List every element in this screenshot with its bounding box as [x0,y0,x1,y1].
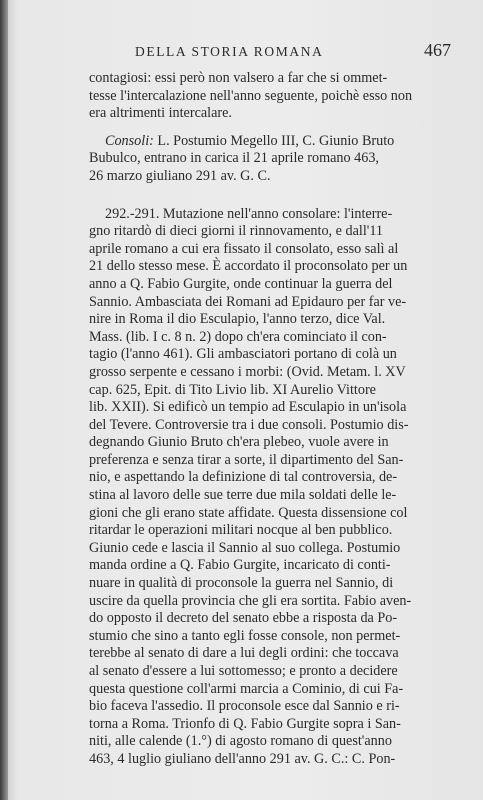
text-line: do opposto il decreto del senato ebbe a risposta da Po- [89,610,398,627]
text-line: 463, 4 luglio giuliano dell'anno 291 av. G. C.: C. Pon- [89,750,396,767]
text-line: 26 marzo giuliano 291 av. G. C. [89,167,271,184]
text-line: lib. XXII). Si edificò un tempio ad Esculapio in un'isola [89,399,407,416]
consoli-label: Consoli: [105,132,154,149]
text-line: Bubulco, entrano in carica il 21 aprile romano 463, [89,150,379,167]
text-line: cap. 625, Epit. di Tito Livio lib. XI Aurelio Vittore [89,381,376,398]
text-line: gno ritardò di dieci giorni il rinnovamento, e dall'11 [89,223,383,240]
paragraph-contagiosi [89,70,447,123]
text-line: nuare in qualità di proconsole la guerra nel Sannio, di [89,575,394,592]
page-header [89,40,451,62]
consoli-first-line-text: L. Postumio Megello III, C. Giunio Bruto [153,132,395,149]
text-line: nire in Roma il dio Esculapio, l'anno terzo, dice Val. [89,311,386,328]
events-first-line: 292.-291. Mutazione nell'anno consolare: l'interre- [105,205,393,222]
text-line: Sannio. Ambasciata dei Romani ad Epidauro per far ve- [89,293,407,310]
text-line: Giunio cede e lascia il Sannio al suo collega. Postumio [89,539,401,556]
text-line: contagiosi: essi però non valsero a far che si ommet- [89,70,388,86]
text-line: al senato d'essere a lui sottomesso; e pronto a decidere [89,663,398,679]
text-line: terebbe al senato di dare a lui degli ordini: che toccava [89,645,399,662]
text-line: nio, e aspettando la definizione di tal controversia, de- [89,469,398,486]
text-line: del Tevere. Controversie tra i due consoli. Postumio dis- [89,416,409,433]
text-line: tagio (l'anno 461). Gli ambasciatori portano di colà un [89,346,397,363]
text-line: manda ordine a Q. Fabio Gurgite, incaricato di conti- [89,557,391,574]
text-line: stumio che sino a tanto egli fosse console, non permet- [89,627,401,644]
text-line: ritardar le operazioni militari nocque al ben pubblico. [89,522,393,539]
events-paragraph [89,206,447,769]
text-line: Mass. (lib. I c. 8 n. 2) dopo ch'era cominciato il con- [89,328,387,345]
text-line: stina al lavoro delle sue terre due mila soldati delle le- [89,487,397,504]
running-title: DELLA STORIA ROMANA [135,44,324,59]
text-line: preferenza e senza tirar a sorte, il dipartimento del San- [89,451,404,468]
page-binding-edge [0,0,8,800]
consoli-paragraph [89,133,447,186]
text-line: gioni che gli erano state affidate. Questa dissensione col [89,504,408,521]
text-line: era altrimenti intercalare. [89,105,232,122]
text-line: grosso serpente e cessano i morbi: (Ovid. Metam. l. XV [89,363,406,380]
text-line: 21 dello stesso mese. È accordato il proconsolato per un [89,258,408,275]
book-page [89,40,451,769]
text-line: uscire da quella provincia che gli era sortita. Fabio aven- [89,592,412,609]
consoli-first-line [89,133,447,151]
text-line: niti, alle calende (1.°) di agosto romano di quest'anno [89,733,392,750]
text-line: anno a Q. Fabio Gurgite, onde continuar la guerra del [89,275,393,292]
text-line: aprile romano a cui era fissato il consolato, esso salì al [89,240,399,257]
text-line: torna a Roma. Trionfo di Q. Fabio Gurgite sopra i San- [89,715,401,732]
text-line: bio faceva l'assedio. Il proconsole esce dal Sannio e ri- [89,698,400,715]
text-line: tesse l'intercalazione nell'anno seguente, poichè esso non [89,87,413,104]
text-line: degnando Giunio Bruto ch'era plebeo, vuole avere in [89,434,389,451]
text-line: questa questione coll'armi marcia a Cominio, di cui Fa- [89,680,404,697]
page-number: 467 [424,40,451,60]
